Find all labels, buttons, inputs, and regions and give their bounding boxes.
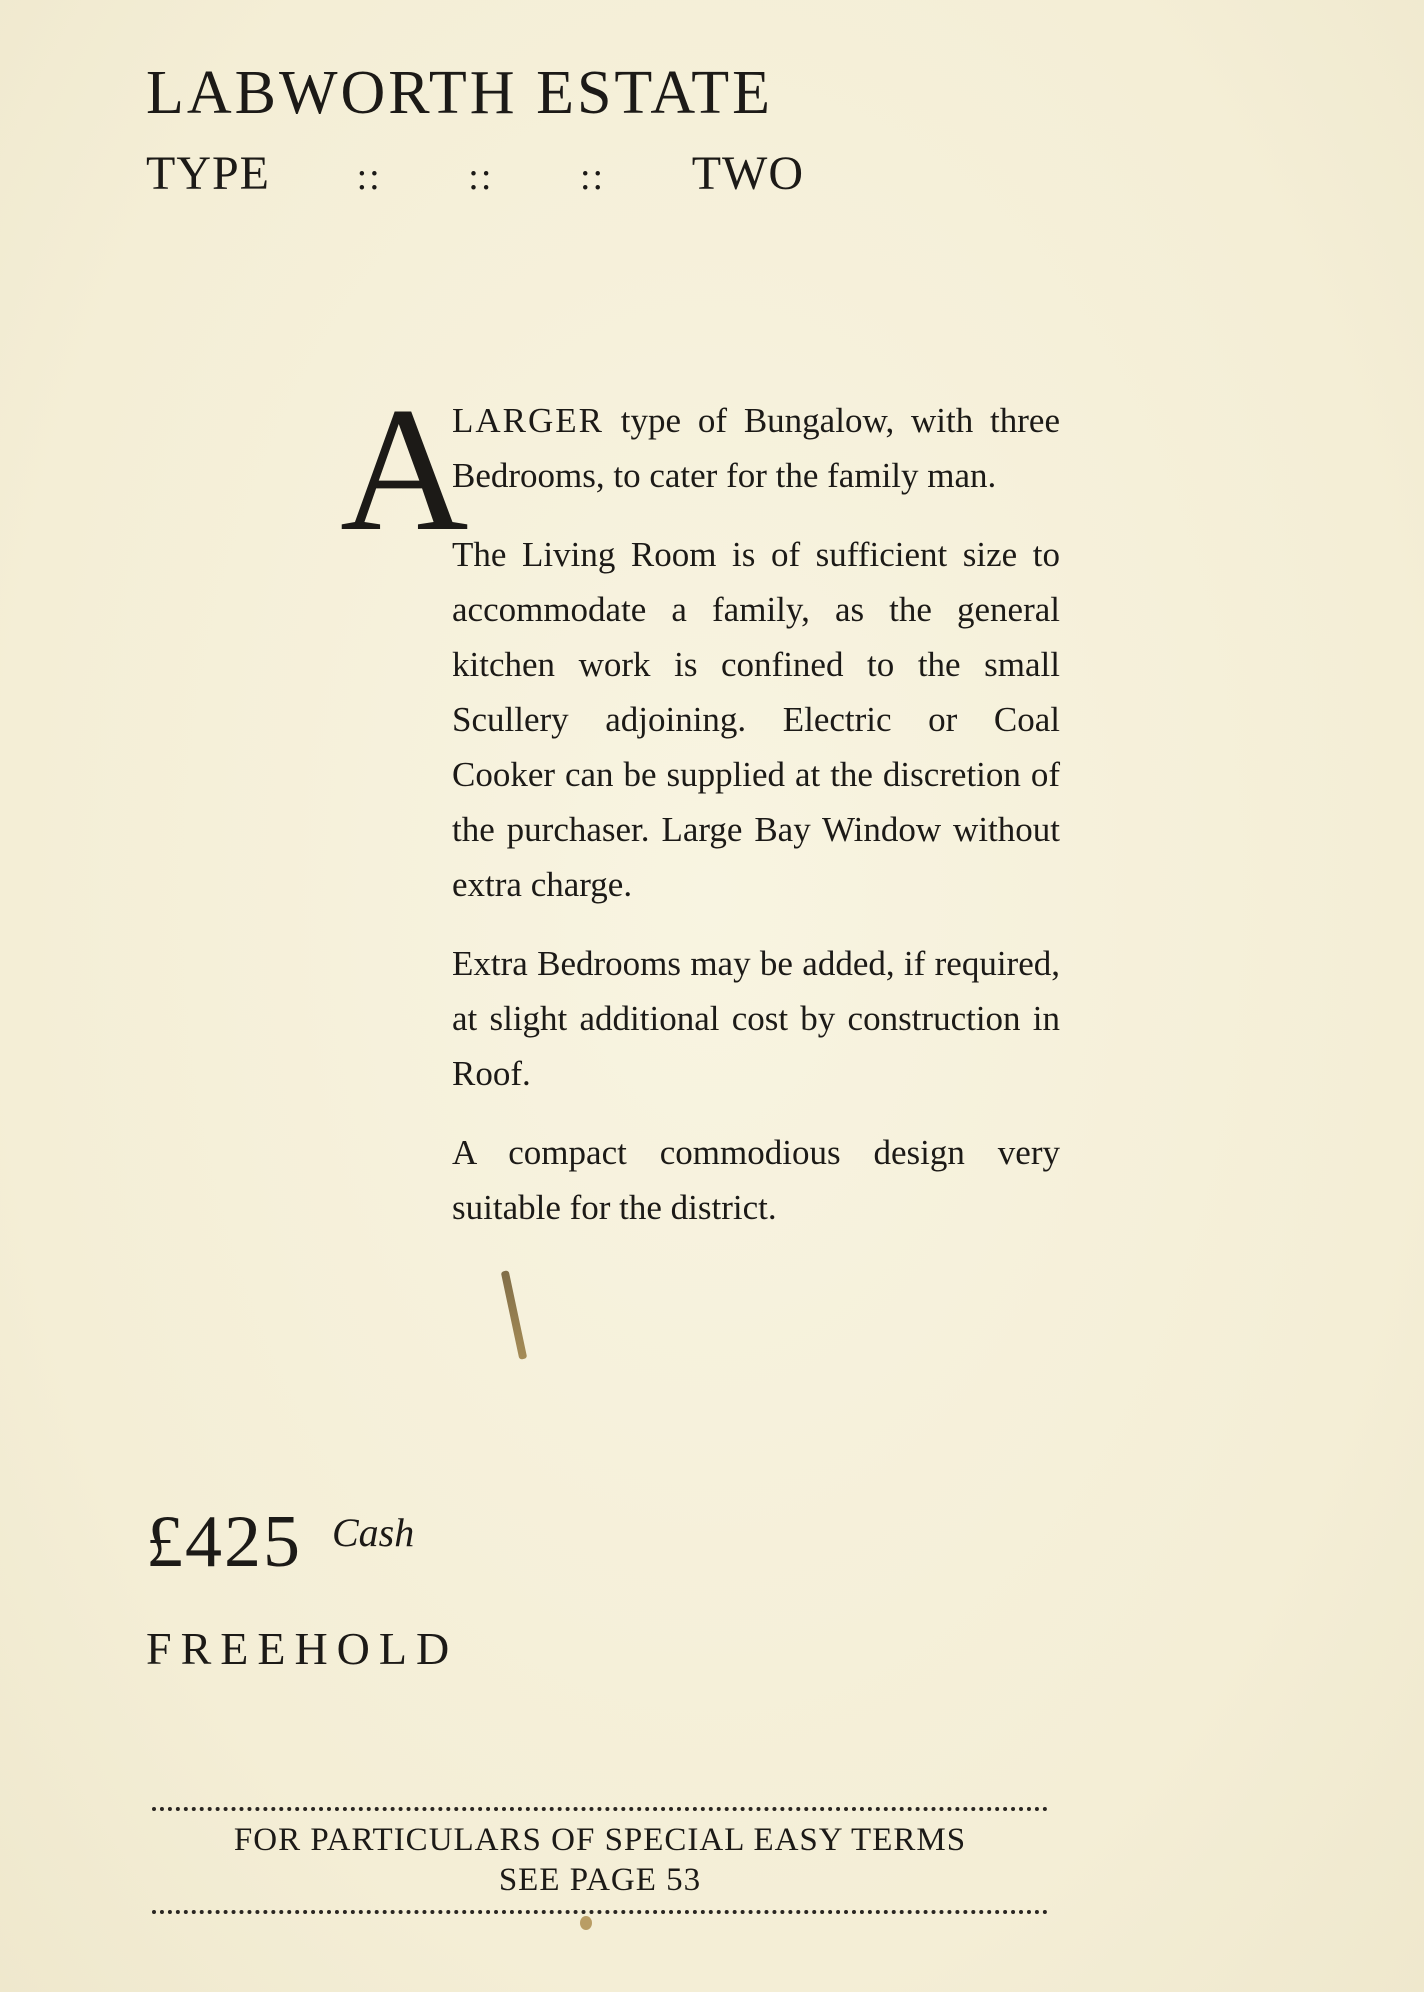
tenure: FREEHOLD [146,1623,459,1674]
payment-type: Cash [332,1510,415,1555]
estate-title: LABWORTH ESTATE [146,59,773,127]
dotted-rule-top [152,1807,1048,1811]
separator: :: [579,156,606,198]
paragraph-extra-bedrooms: Extra Bedrooms may be added, if required, at slight additional cost by construction in Roof. [452,944,1060,1093]
intro-smallcaps: LARGER [452,401,604,440]
footer-line-terms: FOR PARTICULARS OF SPECIAL EASY TERMS [233,1822,967,1858]
footer-line-page: SEE PAGE 53 [498,1862,702,1898]
paragraph-compact-design: A compact commodious design very suitable for the district. [452,1133,1060,1227]
type-label: TYPE [146,147,270,200]
drop-cap: A [340,370,469,568]
separator: :: [468,156,494,198]
type-line [146,146,804,201]
price-block [146,1500,414,1585]
dotted-rule-bottom [152,1910,1048,1914]
price-amount: £425 [146,1501,302,1583]
type-value: TWO [691,147,804,200]
paper-stain [580,1916,592,1930]
footer-note [152,1820,1048,1900]
intro-text: type of Bungalow, with three Bedrooms, to cater for the family man. [452,401,1060,495]
paper-stain [501,1270,528,1360]
description [452,393,1060,1259]
intro-paragraph [452,393,1060,503]
separator: :: [356,156,382,198]
paragraph-living-room: The Living Room is of sufficient size to accommodate a family, as the general kitchen work is confined to the small Scullery adjoining. Electric or Coal Cooker can be supplied at the discretion of the purchaser. Large Bay Window without extra charge. [452,535,1060,904]
